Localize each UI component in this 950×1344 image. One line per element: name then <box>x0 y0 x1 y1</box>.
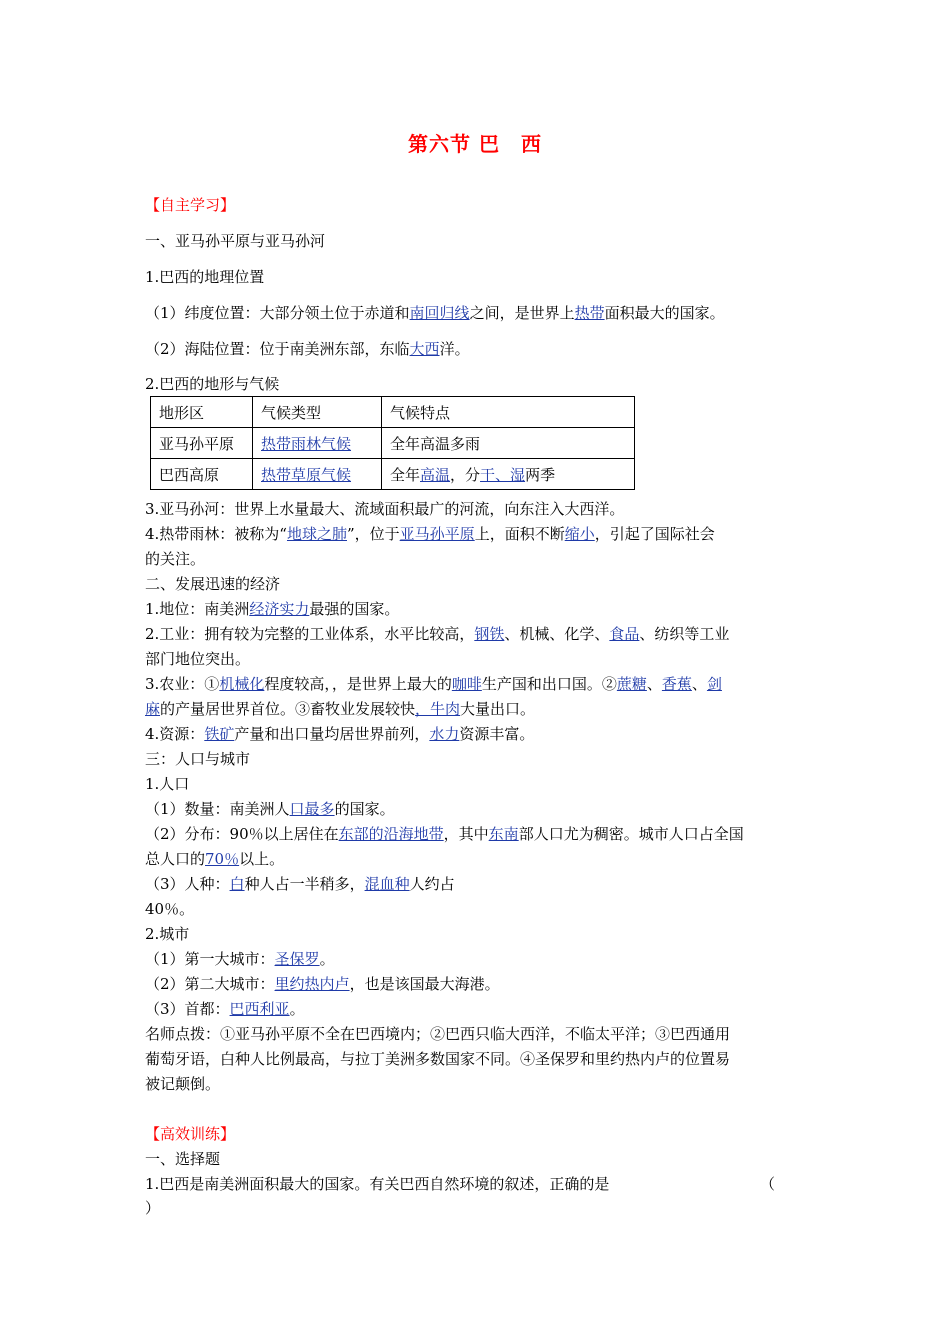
para-race-cont: 40％。 <box>145 900 195 918</box>
para-sea-land: （2）海陆位置：位于南美洲东部，东临大西洋。 <box>145 340 470 358</box>
para-pop-count: （1）数量：南美洲人口最多的国家。 <box>145 800 395 818</box>
para-agriculture: 3.农业：①机械化程度较高，，是世界上最大的咖啡生产国和出口国。②蔗糖、香蕉、剑 <box>145 675 722 693</box>
para-terrain-climate: 2.巴西的地形与气候 <box>145 375 280 393</box>
para-pop: 1.人口 <box>145 775 190 793</box>
table-cell: 巴西高原 <box>151 459 253 490</box>
answer-paren-open: （ <box>760 1175 776 1193</box>
heading-economy: 二、发展迅速的经济 <box>145 575 281 593</box>
teacher-tip-cont: 葡萄牙语，白种人比例最高，与拉丁美洲多数国家不同。④圣保罗和里约热内卢的位置易 <box>145 1050 731 1068</box>
para-amazon-river: 3.亚马孙河：世界上水量最大、流域面积最广的河流，向东注入大西洋。 <box>145 500 625 518</box>
section-heading-self-study: 【自主学习】 <box>145 196 236 214</box>
para-capital: （3）首都：巴西利亚。 <box>145 1000 305 1018</box>
table-row <box>151 428 635 459</box>
table-row <box>151 459 635 490</box>
heading-amazon: 一、亚马孙平原与亚马孙河 <box>145 232 326 250</box>
question-1: 1.巴西是南美洲面积最大的国家。有关巴西自然环境的叙述，正确的是 <box>145 1175 610 1193</box>
climate-table <box>150 396 635 490</box>
table-cell: 热带草原气候 <box>253 459 382 490</box>
heading-population: 三：人口与城市 <box>145 750 251 768</box>
para-agriculture-cont: 麻的产量居世界首位。③畜牧业发展较快，牛肉大量出口。 <box>145 700 536 718</box>
para-city-1: （1）第一大城市：圣保罗。 <box>145 950 335 968</box>
para-pop-distribution: （2）分布：90％以上居住在东部的沿海地带，其中东南部人口尤为稠密。城市人口占全国 <box>145 825 744 843</box>
heading-choice: 一、选择题 <box>145 1150 221 1168</box>
table-cell: 亚马孙平原 <box>151 428 253 459</box>
table-cell: 热带雨林气候 <box>253 428 382 459</box>
para-econ-status: 1.地位：南美洲经济实力最强的国家。 <box>145 600 400 618</box>
teacher-tip-end: 被记颠倒。 <box>145 1075 221 1093</box>
table-row <box>151 397 635 428</box>
table-header-cell: 气候特点 <box>382 397 635 428</box>
table-cell: 全年高温多雨 <box>382 428 635 459</box>
para-city-2: （2）第二大城市：里约热内卢，也是该国最大海港。 <box>145 975 500 993</box>
para-industry-cont: 部门地位突出。 <box>145 650 251 668</box>
answer-tropical: 热带 <box>574 304 605 322</box>
teacher-tip: 名师点拨：①亚马孙平原不全在巴西境内；②巴西只临大西洋，不临太平洋；③巴西通用 <box>145 1025 731 1043</box>
para-race: （3）人种：白种人占一半稍多，混血种人约占 <box>145 875 455 893</box>
para-rainforest: 4.热带雨林：被称为“地球之肺”，位于亚马孙平原上，面积不断缩小，引起了国际社会 <box>145 525 715 543</box>
para-rainforest-cont: 的关注。 <box>145 550 206 568</box>
para-industry: 2.工业：拥有较为完整的工业体系，水平比较高，钢铁、机械、化学、食品、纺织等工业 <box>145 625 730 643</box>
para-pop-distribution-cont: 总人口的70％以上。 <box>145 850 285 868</box>
table-cell: 全年高温，分干、湿两季 <box>382 459 635 490</box>
section-heading-training: 【高效训练】 <box>145 1125 236 1143</box>
para-latitude: （1）纬度位置：大部分领土位于赤道和南回归线之间，是世界上热带面积最大的国家。 <box>145 304 725 322</box>
answer-paren-close: ） <box>145 1199 161 1217</box>
answer-atlantic: 大西 <box>409 340 440 358</box>
para-resources: 4.资源：铁矿产量和出口量均居世界前列，水力资源丰富。 <box>145 725 535 743</box>
answer-tropic: 南回归线 <box>409 304 470 322</box>
para-cities: 2.城市 <box>145 925 190 943</box>
para-location: 1.巴西的地理位置 <box>145 268 265 286</box>
table-header-cell: 地形区 <box>151 397 253 428</box>
page-title: 第六节 巴 西 <box>408 132 542 156</box>
table-header-cell: 气候类型 <box>253 397 382 428</box>
